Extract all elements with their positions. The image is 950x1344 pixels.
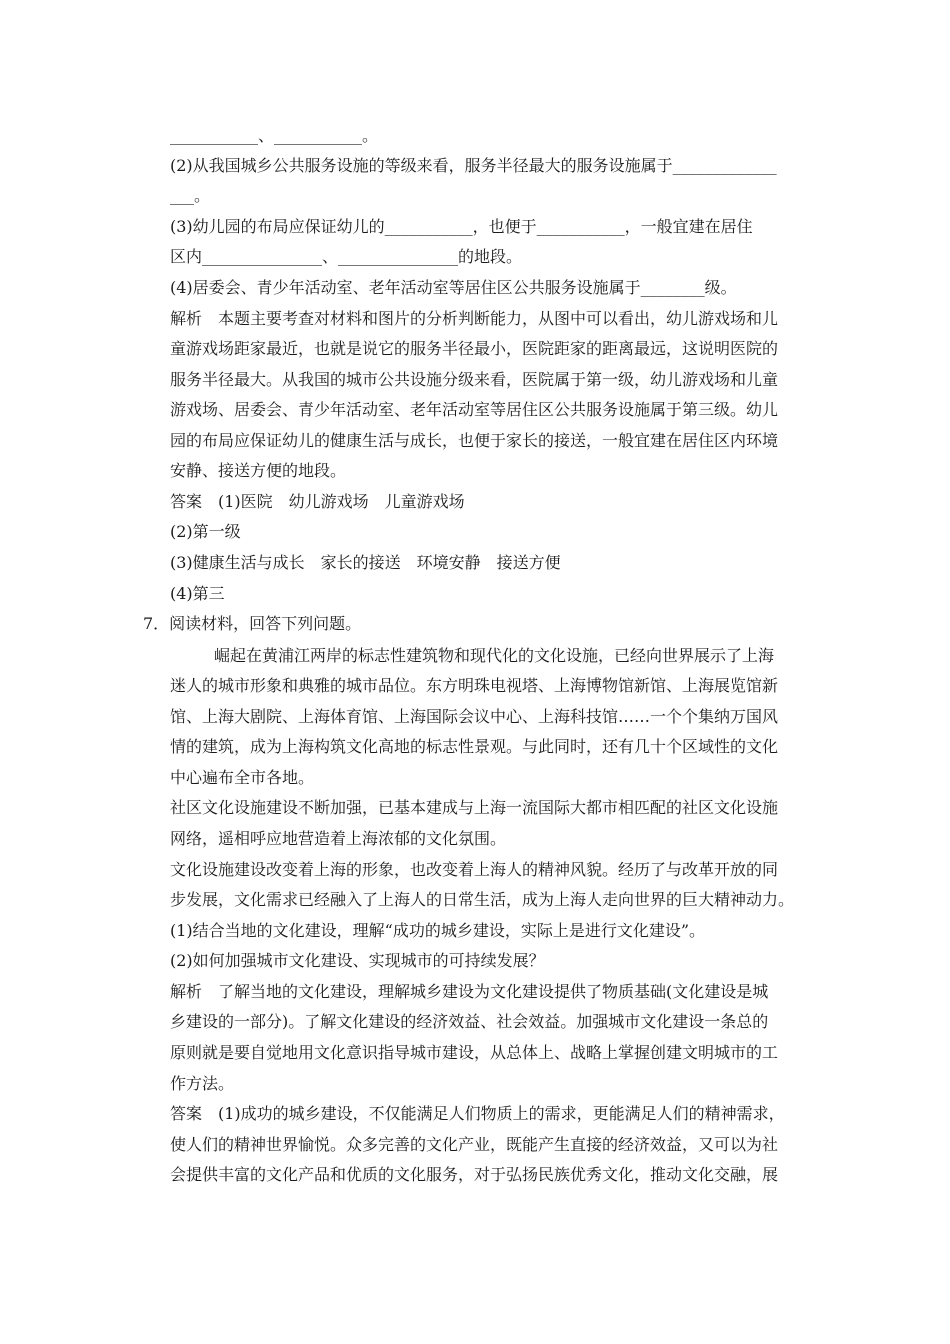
analysis-line: 游戏场、居委会、青少年活动室、老年活动室等居住区公共服务设施属于第三级。幼儿 [170, 400, 779, 419]
answer-7: 使人们的精神世界愉悦。众多完善的文化产业，既能产生直接的经济效益，又可以为社 [170, 1135, 779, 1154]
question-7-1: (1)结合当地的文化建设，理解“成功的城乡建设，实际上是进行文化建设”。 [170, 921, 706, 940]
analysis-line: 园的布局应保证幼儿的健康生活与成长，也便于家长的接送，一般宜建在居住区内环境 [170, 431, 779, 450]
analysis-line: 童游戏场距家最近，也就是说它的服务半径最小，医院距家的距离最远，这说明医院的 [170, 339, 779, 358]
question-3-cont: 区内_______________、_______________的地段。 [170, 247, 523, 266]
material-paragraph: 中心遍布全市各地。 [170, 768, 315, 787]
question-7-title: 7．阅读材料，回答下列问题。 [143, 614, 362, 633]
answer-1: 答案 (1)医院 幼儿游戏场 儿童游戏场 [170, 492, 465, 511]
answer-2: (2)第一级 [170, 522, 241, 541]
question-7-2: (2)如何加强城市文化建设、实现城市的可持续发展？ [170, 951, 545, 970]
material-paragraph: 步发展，文化需求已经融入了上海人的日常生活，成为上海人走向世界的巨大精神动力。 [170, 890, 795, 909]
analysis-7: 原则就是要自觉地用文化意识指导城市建设，从总体上、战略上掌握创建文明城市的工 [170, 1043, 779, 1062]
question-3: (3)幼儿园的布局应保证幼儿的___________，也便于___________，一般宜建在居住 [170, 217, 753, 236]
answer-7: 会提供丰富的文化产品和优质的文化服务，对于弘扬民族优秀文化，推动文化交融，展 [170, 1165, 779, 1184]
analysis-line: 解析 本题主要考查对材料和图片的分析判断能力，从图中可以看出，幼儿游戏场和儿 [170, 309, 779, 328]
analysis-line: 安静、接送方便的地段。 [170, 461, 347, 480]
answer-3: (3)健康生活与成长 家长的接送 环境安静 接送方便 [170, 553, 561, 572]
material-paragraph: 馆、上海大剧院、上海体育馆、上海国际会议中心、上海科技馆……一个个集纳万国风 [170, 707, 779, 726]
answer-7: 答案 (1)成功的城乡建设，不仅能满足人们物质上的需求，更能满足人们的精神需求， [170, 1104, 785, 1123]
analysis-7: 解析 了解当地的文化建设，理解城乡建设为文化建设提供了物质基础(文化建设是城 [170, 982, 769, 1001]
question-4: (4)居委会、青少年活动室、老年活动室等居住区公共服务设施属于________级。 [170, 278, 737, 297]
material-paragraph: 文化设施建设改变着上海的形象，也改变着上海人的精神风貌。经历了与改革开放的同 [170, 860, 779, 879]
blank-line-1: ___________、___________。 [170, 126, 379, 145]
question-2-cont: ___。 [170, 186, 211, 205]
material-paragraph: 崛起在黄浦江两岸的标志性建筑物和现代化的文化设施，已经向世界展示了上海 [214, 646, 775, 665]
material-paragraph: 网络，遥相呼应地营造着上海浓郁的文化氛围。 [170, 829, 507, 848]
material-paragraph: 社区文化设施建设不断加强，已基本建成与上海一流国际大都市相匹配的社区文化设施 [170, 798, 779, 817]
material-paragraph: 迷人的城市形象和典雅的城市品位。东方明珠电视塔、上海博物馆新馆、上海展览馆新 [170, 676, 779, 695]
analysis-7: 作方法。 [170, 1074, 235, 1093]
material-paragraph: 情的建筑，成为上海构筑文化高地的标志性景观。与此同时，还有几十个区域性的文化 [170, 737, 779, 756]
question-2: (2)从我国城乡公共服务设施的等级来看，服务半径最大的服务设施属于_____________ [170, 156, 777, 175]
analysis-7: 乡建设的一部分)。了解文化建设的经济效益、社会效益。加强城市文化建设一条总的 [170, 1012, 769, 1031]
answer-4: (4)第三 [170, 584, 225, 603]
analysis-line: 服务半径最大。从我国的城市公共设施分级来看，医院属于第一级，幼儿游戏场和儿童 [170, 370, 779, 389]
